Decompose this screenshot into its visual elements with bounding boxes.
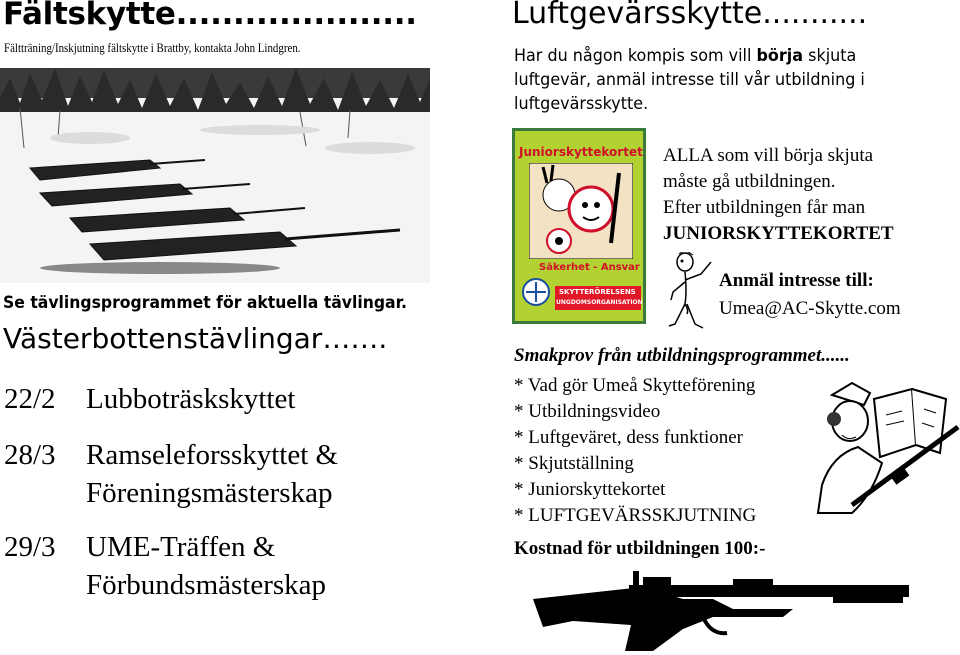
event-name: Förbundsmästerskap bbox=[86, 569, 327, 601]
junior-card-title: Juniorskyttekortet bbox=[519, 145, 643, 159]
event-name: UME-Träffen & bbox=[86, 531, 276, 563]
junior-card-subtitle: Säkerhet - Ansvar bbox=[539, 262, 640, 273]
event-name: Föreningsmästerskap bbox=[86, 477, 333, 509]
air-rifle-icon bbox=[533, 565, 913, 653]
junior-card-org-line1: SKYTTERÖRELSENS bbox=[559, 288, 636, 296]
notice-text bbox=[663, 143, 894, 247]
field-shooting-photo bbox=[0, 68, 430, 283]
notice-bold: JUNIORSKYTTEKORTET bbox=[663, 223, 894, 244]
program-item: * Skjutställning bbox=[514, 453, 634, 474]
section-title: Västerbottenstävlingar……. bbox=[3, 322, 388, 355]
shooter-reading-icon bbox=[812, 375, 960, 520]
contact-email: Umea@AC-Skytte.com bbox=[719, 298, 901, 319]
event-item bbox=[4, 528, 338, 604]
junior-card-org-line2: UNGDOMSORGANISATION bbox=[556, 299, 643, 306]
event-date: 29/3 bbox=[4, 531, 56, 563]
event-date: 28/3 bbox=[4, 439, 56, 471]
program-title: Smakprov från utbildningsprogrammet...... bbox=[514, 345, 850, 366]
contact-label: Anmäl intresse till: bbox=[719, 270, 874, 291]
notice-line: ALLA som vill börja skjuta bbox=[663, 145, 874, 166]
program-note: Se tävlingsprogrammet för aktuella tävlingar. bbox=[3, 293, 408, 313]
notice-line: Efter utbildningen får man bbox=[663, 197, 866, 218]
event-name: Ramseleforsskyttet & bbox=[86, 439, 339, 471]
program-item: * Vad gör Umeå Skytteförening bbox=[514, 375, 756, 396]
program-item: * Juniorskyttekortet bbox=[514, 479, 666, 500]
event-name: Lubboträskskyttet bbox=[86, 383, 296, 415]
left-subtitle: Fältträning/Inskjutning fältskytte i Brattby, kontakta John Lindgren. bbox=[4, 40, 301, 55]
event-item bbox=[4, 436, 338, 512]
cartoon-figure-icon bbox=[529, 163, 633, 259]
intro-text-part: Har du någon kompis som vill bbox=[514, 46, 757, 66]
event-item bbox=[4, 380, 338, 418]
program-list bbox=[514, 373, 756, 529]
program-item: * Luftgeväret, dess funktioner bbox=[514, 427, 743, 448]
notice-line: måste gå utbildningen. bbox=[663, 171, 836, 192]
cost-text: Kostnad för utbildningen 100:- bbox=[514, 538, 766, 559]
stick-figure-icon bbox=[665, 252, 715, 332]
intro-text-part: skjuta bbox=[803, 46, 857, 66]
intro-text bbox=[514, 44, 865, 116]
left-heading: Fältskytte..................... bbox=[3, 0, 417, 32]
intro-text-emphasis: börja bbox=[756, 46, 804, 66]
program-item: * Utbildningsvideo bbox=[514, 401, 661, 422]
right-heading: Luftgevärsskytte........... bbox=[512, 0, 868, 31]
intro-text-line: luftgevärsskytte. bbox=[514, 94, 649, 114]
event-date: 22/2 bbox=[4, 383, 56, 415]
organisation-emblem-icon bbox=[521, 277, 551, 307]
program-item: * LUFTGEVÄRSSKJUTNING bbox=[514, 505, 757, 526]
junior-card bbox=[512, 128, 646, 324]
event-list bbox=[4, 380, 338, 604]
intro-text-line: luftgevär, anmäl intresse till vår utbildning i bbox=[514, 70, 865, 90]
